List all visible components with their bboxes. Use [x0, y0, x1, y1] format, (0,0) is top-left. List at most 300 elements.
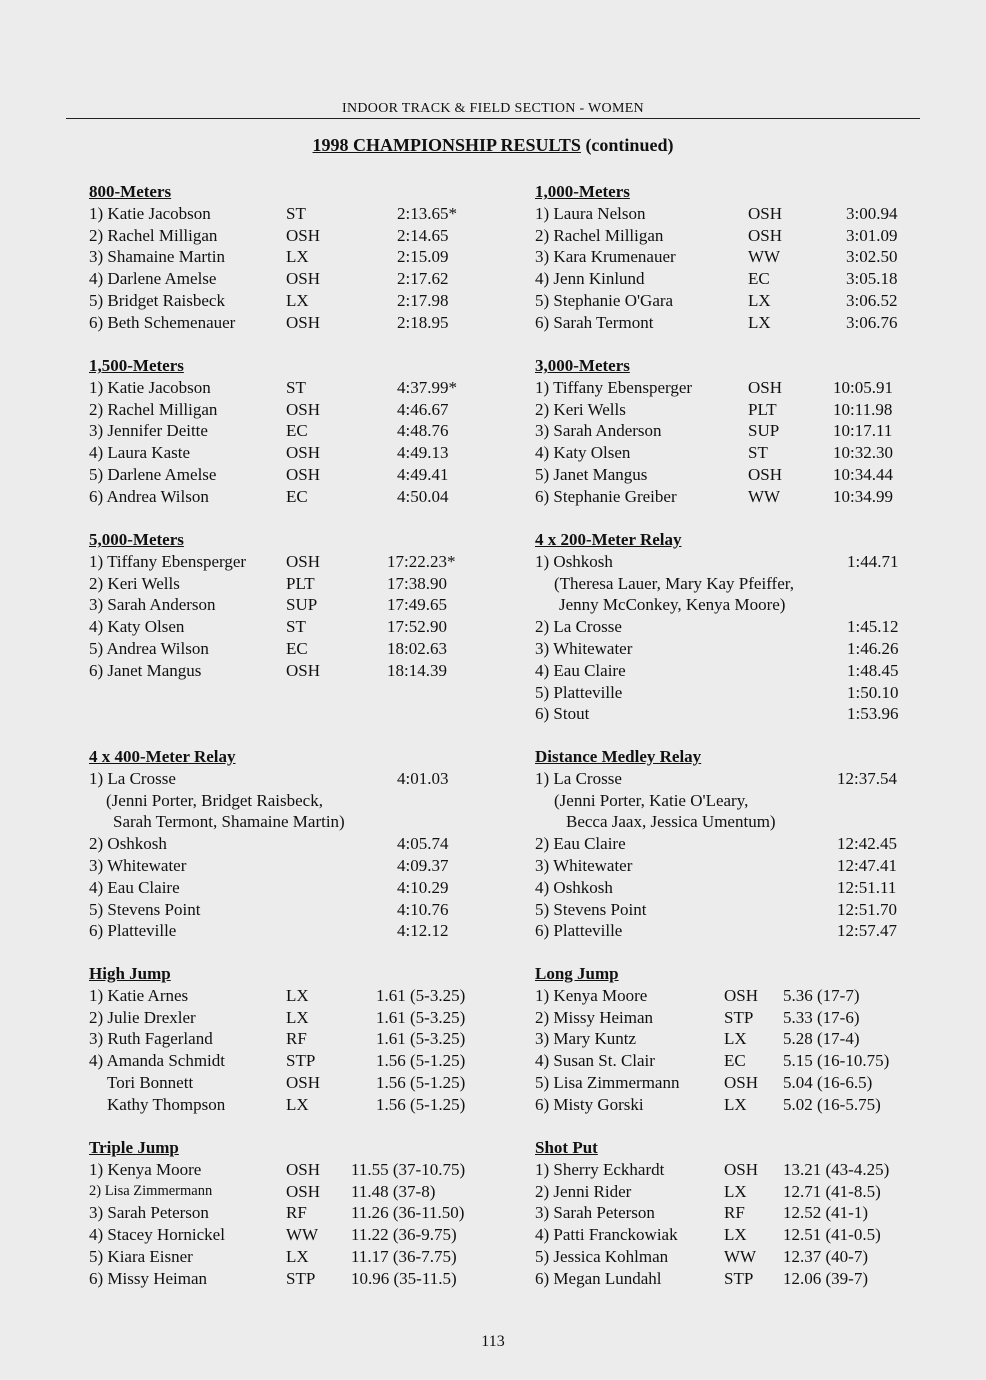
result-mark: 17:52.90 — [387, 617, 447, 637]
team-code: LX — [286, 1007, 309, 1027]
result-row — [535, 1246, 935, 1268]
athlete-name: 5) Andrea Wilson — [89, 638, 209, 658]
result-row — [535, 551, 935, 573]
result-mark: 5.33 (17-6) — [783, 1007, 860, 1027]
relay-members: Becca Jaax, Jessica Umentum) — [566, 812, 776, 832]
result-row — [535, 1159, 935, 1181]
result-row — [89, 920, 489, 942]
relay-members: (Theresa Lauer, Mary Kay Pfeiffer, — [554, 573, 794, 593]
page-title — [0, 135, 986, 156]
athlete-name: 2) La Crosse — [535, 617, 622, 637]
result-row — [535, 1094, 935, 1116]
result-mark: 18:14.39 — [387, 660, 447, 680]
event-title: 1,000-Meters — [535, 182, 630, 201]
team-code: OSH — [286, 269, 321, 289]
athlete-name: 6) Janet Mangus — [89, 660, 202, 680]
result-mark: 4:09.37 — [397, 855, 449, 875]
result-mark: 12:51.70 — [837, 899, 897, 919]
team-code: EC — [286, 486, 308, 506]
result-row — [89, 464, 489, 486]
event-title: 4 x 400-Meter Relay — [89, 747, 236, 766]
athlete-name: 4) Oshkosh — [535, 877, 613, 897]
athlete-name: 4) Katy Olsen — [535, 443, 631, 463]
result-row — [89, 1050, 489, 1072]
result-mark: 2:18.95 — [397, 312, 449, 332]
result-mark: 1.56 (5-1.25) — [376, 1051, 466, 1071]
result-row — [535, 1181, 935, 1203]
result-row — [89, 594, 489, 616]
result-mark: 1.61 (5-3.25) — [376, 1029, 466, 1049]
result-row — [535, 682, 935, 704]
team-code: WW — [286, 1225, 319, 1245]
team-code: EC — [286, 421, 308, 441]
athlete-name: 1) Oshkosh — [535, 551, 613, 571]
team-code: RF — [286, 1029, 307, 1049]
result-mark: 12:42.45 — [837, 834, 897, 854]
result-row — [535, 1028, 935, 1050]
result-row — [89, 486, 489, 508]
result-row — [89, 268, 489, 290]
team-code: OSH — [286, 1159, 321, 1179]
team-code: STP — [724, 1007, 754, 1027]
result-row — [89, 1094, 489, 1116]
result-row — [89, 877, 489, 899]
event-section — [535, 355, 935, 508]
result-row — [89, 1007, 489, 1029]
result-row — [89, 1246, 489, 1268]
athlete-name: 1) Tiffany Ebensperger — [89, 551, 247, 571]
result-row — [535, 899, 935, 921]
result-row — [89, 420, 489, 442]
team-code: ST — [286, 617, 306, 637]
result-mark: 10:11.98 — [833, 399, 893, 419]
result-mark: 17:49.65 — [387, 595, 447, 615]
result-mark: 2:17.98 — [397, 290, 449, 310]
result-row — [89, 312, 489, 334]
athlete-name: 2) Eau Claire — [535, 834, 626, 854]
result-mark: 4:37.99* — [397, 377, 457, 397]
result-row — [89, 985, 489, 1007]
result-row — [535, 660, 935, 682]
result-row — [535, 1072, 935, 1094]
team-code: LX — [286, 985, 309, 1005]
event-title: Triple Jump — [89, 1138, 179, 1157]
athlete-name: 2) Keri Wells — [535, 399, 626, 419]
event-title: Shot Put — [535, 1138, 598, 1157]
athlete-name: 6) Platteville — [89, 921, 177, 941]
result-row — [535, 985, 935, 1007]
team-code: OSH — [748, 377, 783, 397]
result-row — [89, 616, 489, 638]
result-row — [89, 1028, 489, 1050]
result-mark: 4:10.29 — [397, 877, 449, 897]
team-code: LX — [724, 1225, 747, 1245]
result-mark: 11.55 (37-10.75) — [351, 1159, 466, 1179]
result-mark: 12.37 (40-7) — [783, 1246, 868, 1266]
result-mark: 12.71 (41-8.5) — [783, 1181, 881, 1201]
athlete-name: 5) Lisa Zimmermann — [535, 1072, 680, 1092]
team-code: STP — [286, 1051, 316, 1071]
athlete-name: 6) Missy Heiman — [89, 1268, 208, 1288]
result-mark: 4:48.76 — [397, 421, 449, 441]
event-section — [89, 529, 489, 682]
athlete-name: 6) Stout — [535, 704, 590, 724]
team-code: LX — [286, 290, 309, 310]
team-code: OSH — [286, 443, 321, 463]
result-mark: 4:05.74 — [397, 834, 449, 854]
athlete-name: 6) Stephanie Greiber — [535, 486, 677, 506]
result-mark: 1:45.12 — [847, 617, 899, 637]
athlete-name: 5) Stevens Point — [89, 899, 201, 919]
result-mark: 1.61 (5-3.25) — [376, 1007, 466, 1027]
event-section — [89, 355, 489, 508]
result-mark: 4:50.04 — [397, 486, 449, 506]
result-row — [535, 312, 935, 334]
section-header: INDOOR TRACK & FIELD SECTION - WOMEN — [66, 101, 920, 119]
athlete-name: 1) Laura Nelson — [535, 203, 646, 223]
team-code: PLT — [286, 573, 315, 593]
result-mark: 1:46.26 — [847, 638, 899, 658]
result-row — [535, 638, 935, 660]
result-row — [535, 464, 935, 486]
team-code: STP — [724, 1268, 754, 1288]
page-number: 113 — [481, 1333, 505, 1350]
athlete-name: 6) Platteville — [535, 921, 623, 941]
result-mark: 10.96 (35-11.5) — [351, 1268, 457, 1288]
result-row — [89, 855, 489, 877]
result-row — [89, 1159, 489, 1181]
athlete-name: 2) Jenni Rider — [535, 1181, 632, 1201]
relay-members: Jenny McConkey, Kenya Moore) — [559, 595, 786, 615]
result-mark: 5.02 (16-5.75) — [783, 1094, 881, 1114]
team-code: SUP — [748, 421, 780, 441]
event-section — [535, 529, 935, 725]
result-mark: 3:05.18 — [846, 269, 898, 289]
event-title: Long Jump — [535, 964, 619, 983]
result-mark: 5.28 (17-4) — [783, 1029, 860, 1049]
team-code: LX — [724, 1094, 747, 1114]
result-mark: 12:47.41 — [837, 855, 897, 875]
result-mark: 3:06.76 — [846, 312, 898, 332]
athlete-name: 3) Kara Krumenauer — [535, 247, 676, 267]
athlete-name: 6) Megan Lundahl — [535, 1268, 662, 1288]
athlete-name: Kathy Thompson — [107, 1094, 226, 1114]
result-mark: 11.48 (37-8) — [351, 1181, 436, 1201]
event-section — [535, 1137, 935, 1290]
result-mark: 17:22.23* — [387, 551, 456, 571]
result-mark: 10:34.99 — [833, 486, 893, 506]
athlete-name: 2) Rachel Milligan — [535, 225, 664, 245]
result-mark: 4:01.03 — [397, 768, 449, 788]
event-title: 5,000-Meters — [89, 530, 184, 549]
result-row — [89, 1202, 489, 1224]
athlete-name: 2) Oshkosh — [89, 834, 167, 854]
athlete-name: 5) Bridget Raisbeck — [89, 290, 225, 310]
athlete-name: 4) Darlene Amelse — [89, 269, 217, 289]
athlete-name: 5) Stephanie O'Gara — [535, 290, 674, 310]
result-mark: 12:51.11 — [837, 877, 897, 897]
result-row — [535, 1224, 935, 1246]
athlete-name: 1) La Crosse — [89, 768, 176, 788]
result-mark: 1.56 (5-1.25) — [376, 1072, 466, 1092]
event-section — [535, 181, 935, 334]
result-mark: 4:10.76 — [397, 899, 449, 919]
event-title: Distance Medley Relay — [535, 747, 702, 766]
result-row — [535, 268, 935, 290]
team-code: EC — [748, 269, 770, 289]
athlete-name: 3) Mary Kuntz — [535, 1029, 637, 1049]
result-mark: 11.22 (36-9.75) — [351, 1225, 457, 1245]
athlete-name: 3) Whitewater — [535, 638, 633, 658]
result-mark: 10:17.11 — [833, 421, 893, 441]
result-mark: 3:02.50 — [846, 247, 898, 267]
athlete-name: 4) Amanda Schmidt — [89, 1051, 225, 1071]
team-code: OSH — [724, 1072, 759, 1092]
athlete-name: Tori Bonnett — [107, 1072, 194, 1092]
athlete-name: 3) Shamaine Martin — [89, 247, 225, 267]
result-row — [89, 833, 489, 855]
result-row — [89, 399, 489, 421]
result-row — [89, 246, 489, 268]
athlete-name: 4) Stacey Hornickel — [89, 1225, 225, 1245]
team-code: OSH — [286, 1181, 321, 1201]
team-code: LX — [286, 1246, 309, 1266]
team-code: OSH — [286, 1072, 321, 1092]
relay-members: (Jenni Porter, Katie O'Leary, — [554, 790, 749, 810]
result-row — [89, 638, 489, 660]
athlete-name: 4) Patti Franckowiak — [535, 1225, 678, 1245]
event-section — [535, 746, 935, 942]
event-section — [89, 1137, 489, 1290]
result-row — [535, 399, 935, 421]
result-mark: 11.26 (36-11.50) — [351, 1203, 465, 1223]
event-section — [89, 181, 489, 334]
result-row — [535, 616, 935, 638]
result-mark: 4:49.41 — [397, 464, 449, 484]
result-row — [89, 551, 489, 573]
athlete-name: 2) Keri Wells — [89, 573, 180, 593]
result-mark: 4:12.12 — [397, 921, 449, 941]
athlete-name: 3) Ruth Fagerland — [89, 1029, 213, 1049]
result-mark: 12.06 (39-7) — [783, 1268, 868, 1288]
athlete-name: 2) Rachel Milligan — [89, 225, 218, 245]
result-row — [535, 420, 935, 442]
result-mark: 17:38.90 — [387, 573, 447, 593]
result-row — [89, 573, 489, 595]
team-code: RF — [724, 1203, 745, 1223]
team-code: ST — [286, 377, 306, 397]
athlete-name: 5) Jessica Kohlman — [535, 1246, 669, 1266]
result-mark: 5.36 (17-7) — [783, 985, 860, 1005]
athlete-name: 2) Rachel Milligan — [89, 399, 218, 419]
team-code: STP — [286, 1268, 316, 1288]
result-mark: 1:50.10 — [847, 682, 899, 702]
team-code: LX — [748, 290, 771, 310]
team-code: PLT — [748, 399, 777, 419]
result-mark: 13.21 (43-4.25) — [783, 1159, 890, 1179]
athlete-name: 3) Jennifer Deitte — [89, 421, 208, 441]
team-code: EC — [724, 1051, 746, 1071]
result-row — [535, 246, 935, 268]
page-title-main: 1998 CHAMPIONSHIP RESULTS — [312, 135, 581, 155]
result-row — [89, 290, 489, 312]
result-row — [535, 768, 935, 790]
result-row — [535, 833, 935, 855]
result-mark: 10:34.44 — [833, 464, 893, 484]
athlete-name: 1) Katie Arnes — [89, 985, 189, 1005]
athlete-name: 5) Kiara Eisner — [89, 1246, 193, 1266]
athlete-name: 5) Darlene Amelse — [89, 464, 217, 484]
result-row — [535, 290, 935, 312]
athlete-name: 4) Eau Claire — [535, 660, 626, 680]
result-mark: 5.15 (16-10.75) — [783, 1051, 890, 1071]
result-mark: 1:53.96 — [847, 704, 899, 724]
athlete-name: 6) Sarah Termont — [535, 312, 654, 332]
result-mark: 3:00.94 — [846, 203, 898, 223]
result-row — [535, 486, 935, 508]
team-code: OSH — [748, 203, 783, 223]
event-title: 800-Meters — [89, 182, 172, 201]
result-mark: 1:44.71 — [847, 551, 899, 571]
athlete-name: 6) Misty Gorski — [535, 1094, 644, 1114]
athlete-name: 3) Sarah Anderson — [535, 421, 662, 441]
relay-members: Sarah Termont, Shamaine Martin) — [113, 812, 345, 832]
page-title-suffix: (continued) — [585, 135, 674, 155]
result-mark: 1.56 (5-1.25) — [376, 1094, 466, 1114]
event-section — [535, 963, 935, 1116]
athlete-name: 3) Sarah Peterson — [535, 1203, 655, 1223]
team-code: SUP — [286, 595, 318, 615]
result-row — [89, 899, 489, 921]
result-row — [89, 377, 489, 399]
athlete-name: 4) Jenn Kinlund — [535, 269, 645, 289]
team-code: OSH — [286, 551, 321, 571]
result-row — [89, 203, 489, 225]
event-section — [89, 746, 489, 942]
result-mark: 18:02.63 — [387, 638, 447, 658]
team-code: RF — [286, 1203, 307, 1223]
athlete-name: 5) Janet Mangus — [535, 464, 648, 484]
result-row — [89, 1072, 489, 1094]
result-row — [535, 377, 935, 399]
result-mark: 3:01.09 — [846, 225, 898, 245]
result-row — [535, 1007, 935, 1029]
result-mark: 2:14.65 — [397, 225, 449, 245]
result-mark: 3:06.52 — [846, 290, 898, 310]
result-mark: 4:49.13 — [397, 443, 449, 463]
team-code: LX — [286, 247, 309, 267]
result-row — [89, 660, 489, 682]
result-mark: 11.17 (36-7.75) — [351, 1246, 457, 1266]
team-code: WW — [748, 247, 781, 267]
athlete-name: 1) La Crosse — [535, 768, 622, 788]
athlete-name: 1) Kenya Moore — [535, 985, 648, 1005]
result-row — [89, 1268, 489, 1290]
result-mark: 12:37.54 — [837, 768, 897, 788]
team-code: OSH — [286, 660, 321, 680]
team-code: OSH — [286, 464, 321, 484]
result-row — [89, 225, 489, 247]
athlete-name: 3) Sarah Anderson — [89, 595, 216, 615]
result-mark: 4:46.67 — [397, 399, 449, 419]
event-title: High Jump — [89, 964, 171, 983]
athlete-name: 4) Eau Claire — [89, 877, 180, 897]
result-mark: 2:17.62 — [397, 269, 449, 289]
team-code: OSH — [286, 225, 321, 245]
result-mark: 10:32.30 — [833, 443, 893, 463]
result-row — [535, 203, 935, 225]
result-mark: 10:05.91 — [833, 377, 893, 397]
athlete-name: 4) Susan St. Clair — [535, 1051, 655, 1071]
team-code: LX — [724, 1029, 747, 1049]
relay-members: (Jenni Porter, Bridget Raisbeck, — [106, 790, 323, 810]
result-mark: 12.52 (41-1) — [783, 1203, 868, 1223]
team-code: ST — [748, 443, 768, 463]
result-row — [535, 855, 935, 877]
result-row — [89, 1224, 489, 1246]
athlete-name: 4) Katy Olsen — [89, 617, 185, 637]
result-row — [89, 1181, 489, 1203]
team-code: OSH — [286, 312, 321, 332]
athlete-name: 6) Beth Schemenauer — [89, 312, 236, 332]
result-row — [535, 225, 935, 247]
athlete-name: 3) Sarah Peterson — [89, 1203, 209, 1223]
athlete-name: 5) Platteville — [535, 682, 623, 702]
team-code: EC — [286, 638, 308, 658]
result-row — [89, 768, 489, 790]
athlete-name: 5) Stevens Point — [535, 899, 647, 919]
result-mark: 1:48.45 — [847, 660, 899, 680]
athlete-name: 6) Andrea Wilson — [89, 486, 209, 506]
event-title: 3,000-Meters — [535, 356, 630, 375]
team-code: OSH — [286, 399, 321, 419]
team-code: OSH — [748, 225, 783, 245]
result-mark: 12.51 (41-0.5) — [783, 1225, 881, 1245]
athlete-name: 1) Katie Jacobson — [89, 377, 211, 397]
event-section — [89, 963, 489, 1116]
event-title: 1,500-Meters — [89, 356, 184, 375]
result-mark: 5.04 (16-6.5) — [783, 1072, 873, 1092]
team-code: OSH — [748, 464, 783, 484]
result-mark: 1.61 (5-3.25) — [376, 985, 466, 1005]
result-row — [535, 442, 935, 464]
athlete-name: 2) Missy Heiman — [535, 1007, 654, 1027]
team-code: LX — [286, 1094, 309, 1114]
result-mark: 2:15.09 — [397, 247, 449, 267]
athlete-name: 3) Whitewater — [535, 855, 633, 875]
athlete-name: 4) Laura Kaste — [89, 443, 191, 463]
team-code: OSH — [724, 985, 759, 1005]
team-code: ST — [286, 203, 306, 223]
athlete-name: 2) Julie Drexler — [89, 1007, 196, 1027]
team-code: LX — [724, 1181, 747, 1201]
athlete-name: 1) Tiffany Ebensperger — [535, 377, 693, 397]
team-code: WW — [748, 486, 781, 506]
athlete-name: 2) Lisa Zimmermann — [89, 1182, 213, 1199]
team-code: WW — [724, 1246, 757, 1266]
result-row — [89, 442, 489, 464]
result-mark: 12:57.47 — [837, 921, 897, 941]
result-row — [535, 1202, 935, 1224]
result-row — [535, 877, 935, 899]
event-title: 4 x 200-Meter Relay — [535, 530, 682, 549]
team-code: LX — [748, 312, 771, 332]
athlete-name: 1) Kenya Moore — [89, 1159, 202, 1179]
athlete-name: 1) Katie Jacobson — [89, 203, 211, 223]
athlete-name: 3) Whitewater — [89, 855, 187, 875]
result-row — [535, 920, 935, 942]
result-row — [535, 1268, 935, 1290]
